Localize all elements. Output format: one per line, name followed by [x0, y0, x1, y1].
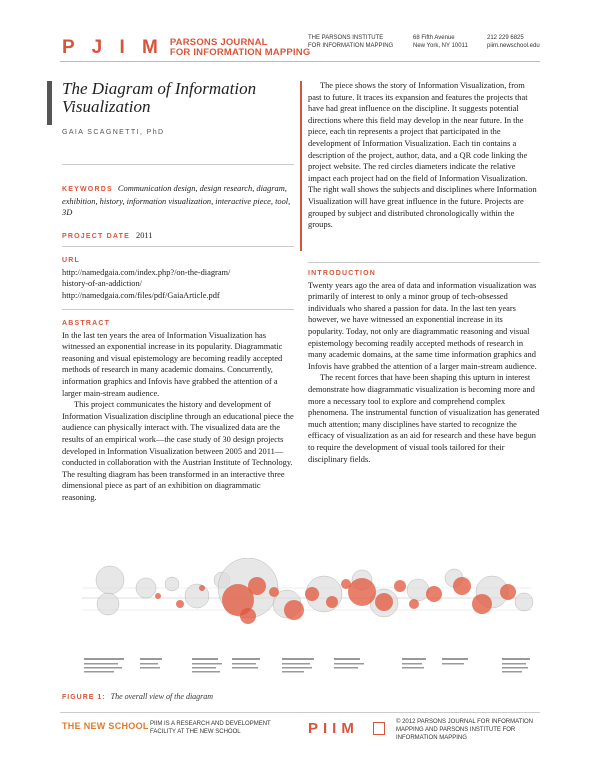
journal-logo-name	[170, 38, 311, 58]
abstract-paragraph-2: This project communicates the history and development of Information Visualization discipline through an educational piece the audience can physically interact with. The visualized data are the results of an empirical work—the case study of 30 design projects developed in Information Visualization between 2005 and 2011—conducted in collaboration with the Austrian Institute of Technology. The resulting diagram has been transformed in an interactive three dimensional piece as part of an exhibition on diagrammatic reasoning.	[62, 400, 294, 502]
contact-website[interactable]: piim.newschool.edu	[487, 43, 540, 49]
header-address	[413, 34, 468, 50]
new-school-text: PIIM IS A RESEARCH AND DEVELOPMENT FACILITY AT THE NEW SCHOOL	[150, 721, 271, 735]
header-institute	[308, 34, 393, 50]
journal-logo-letters: P J I M	[62, 37, 164, 58]
journal-name-line-1: PARSONS JOURNAL	[169, 37, 268, 48]
url-block	[62, 255, 294, 301]
institute-line-1: THE PARSONS INSTITUTE	[308, 35, 384, 41]
url-link-2[interactable]: http://namedgaia.com/files/pdf/GaiaArticle.pdf	[62, 290, 220, 300]
copyright-text: © 2012 PARSONS JOURNAL FOR INFORMATION MAPPING AND PARSONS INSTITUTE FOR INFORMATION MAPPING	[396, 719, 533, 741]
diagram-figure	[62, 558, 540, 686]
abstract-paragraph-1: In the last ten years the area of Information Visualization has witnessed an exponential increase in its popularity. Diagrammatic reasoning and visual epistemology are becoming readily accepted methods of research in many academic domains. Concurrently, information graphics and Infovis have grabbed the attention of a larger main-stream audience.	[62, 330, 283, 398]
piim-logo: PIIM	[308, 720, 359, 737]
abstract-label: ABSTRACT	[62, 320, 111, 327]
divider	[308, 262, 540, 263]
keywords-text: Communication design, design research, diagram, exhibition, history, information visualization, interactive piece, tool, 3D	[62, 184, 291, 218]
project-date-value: 2011	[136, 231, 153, 240]
keywords-label: KEYWORDS	[62, 186, 113, 193]
divider	[62, 309, 294, 310]
new-school-logo: THE NEW SCHOOL	[62, 721, 149, 731]
figure-label: FIGURE 1:	[62, 694, 106, 701]
piim-logo-box	[373, 722, 385, 735]
journal-name-line-2: FOR INFORMATION MAPPING	[169, 47, 311, 58]
divider	[62, 164, 294, 165]
introduction-block	[308, 268, 540, 465]
figure-caption	[62, 692, 213, 701]
project-date-block	[62, 231, 153, 240]
contact-phone: 212 229 6825	[487, 35, 524, 41]
article-title: The Diagram of Information Visualization	[62, 79, 257, 116]
keywords-block	[62, 183, 294, 219]
description-paragraph: The piece shows the story of Information Visualization, from past to future. It traces its expansion and features the projects that have had great influence on the discipline. It suggests potential directions where this field may develop in the near future. In the piece, each tin represents a project that participated in the development of Information Visualization. Each tin contains a description of the project, author, data, and a QR code linking the project website. The red circles diameters indicate the relative impact each project had on the field of Information Visualization. The right wall shows the subjects and disciplines where Information Visualization will have great influence in the future. Projects are grouped by subject and distributed chronologically within the groups.	[308, 81, 537, 230]
introduction-paragraph-2: The recent forces that have been shaping this upturn in interest demonstrate how diagrammatic visualization is becoming more and more a necessary tool to explore and comprehend complex phenomena. The instrumental function of visualization has generated much attention; many disciplines have started to recognize the efficacy of visualization as an aid for research and these have begun to require the development of visual tools tailored for their disciplinary fields.	[308, 373, 540, 464]
address-line-2: New York, NY 10011	[413, 43, 468, 49]
url-link-1-continued[interactable]: history-of-an-addiction/	[62, 279, 143, 289]
footer-divider	[60, 712, 540, 713]
institute-line-2: FOR INFORMATION MAPPING	[308, 43, 394, 49]
header-contact	[487, 34, 540, 50]
url-label: URL	[62, 257, 80, 264]
introduction-paragraph-1: Twenty years ago the area of data and information visualization was primarily of interest to only a minor group of tech-obsessed individuals who shared a passion for data. In the last ten years however, we have witnessed an exponential increase in its popularity. Today, not only are diagrammatic reasoning and visual epistemology becoming readily accepted methods of research in many academic domains, at the same time information graphics and Infovis have grabbed the attention of a larger main-stream audience.	[308, 280, 537, 371]
article-author: GAIA SCAGNETTI, PhD	[62, 129, 165, 136]
introduction-label: INTRODUCTION	[308, 270, 377, 277]
abstract-block	[62, 318, 294, 504]
diagram-legend	[84, 658, 530, 673]
project-date-label: PROJECT DATE	[62, 233, 130, 240]
url-link-1[interactable]: http://namedgaia.com/index.php?/on-the-diagram/	[62, 267, 231, 277]
address-line-1: 68 Fifth Avenue	[413, 35, 455, 41]
column-accent-bar	[300, 81, 302, 251]
journal-logo	[62, 37, 310, 59]
header-divider	[60, 61, 540, 62]
divider	[62, 246, 294, 247]
figure-caption-text: The overall view of the diagram	[110, 692, 214, 701]
title-accent-bar	[47, 81, 52, 125]
